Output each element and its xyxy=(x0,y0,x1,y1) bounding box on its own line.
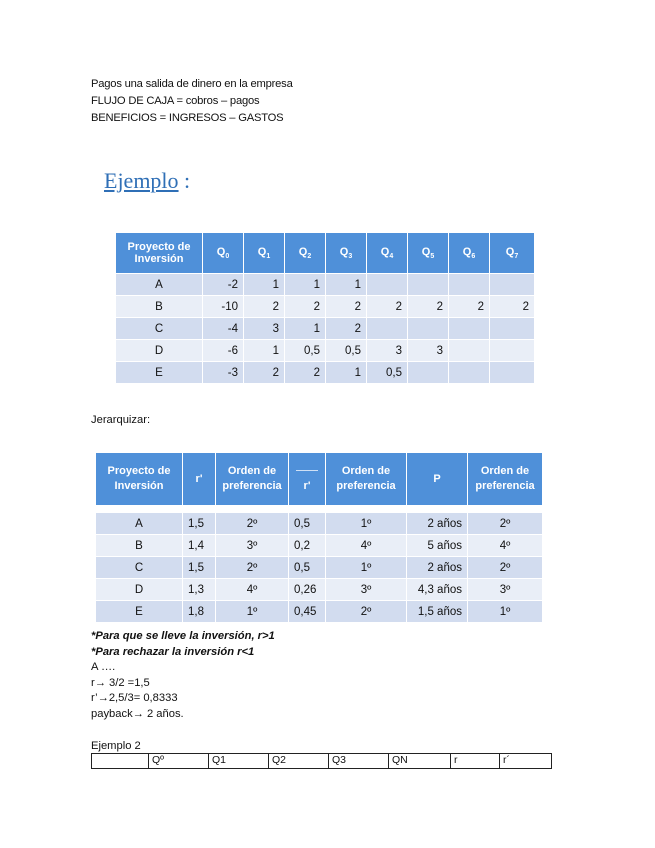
value-cell: -10 xyxy=(203,296,244,318)
table-row xyxy=(96,579,543,601)
value-cell: 1º xyxy=(468,601,543,623)
value-cell: 3º xyxy=(216,535,289,557)
table-row xyxy=(116,296,535,318)
header-project: Proyecto de Inversión xyxy=(96,453,183,506)
value-cell: 2º xyxy=(468,513,543,535)
project-cell: C xyxy=(96,557,183,579)
header-project: Proyecto de Inversión xyxy=(116,233,203,274)
value-cell: 1 xyxy=(285,274,326,296)
value-cell: 2 xyxy=(408,296,449,318)
ejemplo-heading-colon: : xyxy=(184,168,191,193)
table-row xyxy=(96,535,543,557)
intro-line-3: BENEFICIOS = INGRESOS – GASTOS xyxy=(91,112,284,124)
value-cell xyxy=(367,318,408,340)
value-cell: 2º xyxy=(216,557,289,579)
project-cell: A xyxy=(116,274,203,296)
value-cell: 0,5 xyxy=(285,340,326,362)
value-cell: 2 xyxy=(490,296,535,318)
header-cell: Qº xyxy=(149,754,209,769)
intro-line-2: FLUJO DE CAJA = cobros – pagos xyxy=(91,95,260,107)
table-row xyxy=(96,513,543,535)
table-row xyxy=(116,274,535,296)
value-cell xyxy=(408,362,449,384)
value-cell: 0,45 xyxy=(289,601,326,623)
value-cell: 1,5 años xyxy=(407,601,468,623)
value-cell: 5 años xyxy=(407,535,468,557)
spacer-row xyxy=(96,506,543,513)
value-cell: 3º xyxy=(468,579,543,601)
header-cell xyxy=(92,754,149,769)
value-cell xyxy=(449,318,490,340)
value-cell: 0,5 xyxy=(289,557,326,579)
value-cell: 4,3 años xyxy=(407,579,468,601)
value-cell: 1º xyxy=(326,513,407,535)
value-cell: 0,5 xyxy=(326,340,367,362)
value-cell: 2 xyxy=(244,296,285,318)
note-line: A …. xyxy=(91,661,116,673)
value-cell: -4 xyxy=(203,318,244,340)
value-cell: 1,5 xyxy=(183,557,216,579)
header-q5: $Q_5$ xyxy=(408,233,449,274)
table-row xyxy=(116,318,535,340)
value-cell: 2 xyxy=(326,296,367,318)
note-line: payback→ 2 años. xyxy=(91,707,184,720)
header-q4: $Q_4$ xyxy=(367,233,408,274)
header-payback: P xyxy=(407,453,468,506)
header-q7: $Q_7$ xyxy=(490,233,535,274)
note-reject: *Para rechazar la inversión r<1 xyxy=(91,645,255,658)
value-cell: 0,2 xyxy=(289,535,326,557)
value-cell: 2º xyxy=(216,513,289,535)
ejemplo-heading-text: Ejemplo xyxy=(104,168,179,193)
value-cell xyxy=(490,318,535,340)
value-cell: 2 xyxy=(449,296,490,318)
header-cell: QN xyxy=(389,754,451,769)
header-q6: $Q_6$ xyxy=(449,233,490,274)
project-cell: B xyxy=(96,535,183,557)
ranking-header-row xyxy=(96,453,543,506)
header-q2: $Q_2$ xyxy=(285,233,326,274)
header-dash-icon xyxy=(296,464,318,471)
project-cell: D xyxy=(96,579,183,601)
value-cell: 3º xyxy=(326,579,407,601)
value-cell: 1,8 xyxy=(183,601,216,623)
value-cell: 3 xyxy=(408,340,449,362)
cash-flow-table xyxy=(115,232,535,384)
value-cell xyxy=(367,274,408,296)
value-cell: 3 xyxy=(367,340,408,362)
value-cell xyxy=(490,362,535,384)
table-row xyxy=(116,362,535,384)
notes-block xyxy=(91,629,275,722)
header-cell: Q2 xyxy=(269,754,329,769)
header-cell: Q1 xyxy=(209,754,269,769)
value-cell: 2 años xyxy=(407,513,468,535)
value-cell: 1 xyxy=(326,362,367,384)
value-cell: 1 xyxy=(326,274,367,296)
jerarquizar-label: Jerarquizar: xyxy=(91,414,151,426)
project-cell: C xyxy=(116,318,203,340)
value-cell: -3 xyxy=(203,362,244,384)
value-cell: 4º xyxy=(326,535,407,557)
value-cell: 1 xyxy=(244,274,285,296)
ejemplo2-heading: Ejemplo 2 xyxy=(91,740,141,752)
cash-flow-header-row xyxy=(116,233,535,274)
value-cell: 1º xyxy=(216,601,289,623)
value-cell: 2 años xyxy=(407,557,468,579)
project-cell: A xyxy=(96,513,183,535)
note-line: r’→2,5/3= 0,8333 xyxy=(91,692,178,704)
value-cell: 1º xyxy=(326,557,407,579)
header-order: Orden de preferencia xyxy=(326,453,407,506)
value-cell: 2º xyxy=(326,601,407,623)
header-cell: Q3 xyxy=(329,754,389,769)
value-cell: 2 xyxy=(285,362,326,384)
value-cell: -2 xyxy=(203,274,244,296)
value-cell xyxy=(449,362,490,384)
header-order: Orden de preferencia xyxy=(216,453,289,506)
value-cell: 4º xyxy=(216,579,289,601)
value-cell: 2º xyxy=(468,557,543,579)
value-cell: -6 xyxy=(203,340,244,362)
header-q3: $Q_3$ xyxy=(326,233,367,274)
value-cell xyxy=(449,274,490,296)
intro-line-1: Pagos una salida de dinero en la empresa xyxy=(91,78,293,90)
header-r: r' xyxy=(183,453,216,506)
value-cell: 1,4 xyxy=(183,535,216,557)
note-line: r→ 3/2 =1,5 xyxy=(91,676,150,689)
table-row xyxy=(96,557,543,579)
value-cell: 2 xyxy=(326,318,367,340)
note-accept: *Para que se lleve la inversión, r>1 xyxy=(91,630,275,642)
value-cell: 0,26 xyxy=(289,579,326,601)
value-cell: 1 xyxy=(285,318,326,340)
intro-text xyxy=(91,76,293,127)
value-cell: 0,5 xyxy=(367,362,408,384)
value-cell: 2 xyxy=(367,296,408,318)
value-cell: 1,5 xyxy=(183,513,216,535)
table-row xyxy=(92,754,552,769)
value-cell xyxy=(449,340,490,362)
header-q1: $Q_1$ xyxy=(244,233,285,274)
value-cell xyxy=(490,340,535,362)
project-cell: D xyxy=(116,340,203,362)
value-cell: 1,3 xyxy=(183,579,216,601)
table-row xyxy=(96,601,543,623)
project-cell: E xyxy=(116,362,203,384)
value-cell xyxy=(408,274,449,296)
value-cell: 1 xyxy=(244,340,285,362)
value-cell: 2 xyxy=(244,362,285,384)
header-q0: $Q_0$ xyxy=(203,233,244,274)
value-cell: 4º xyxy=(468,535,543,557)
header-cell: r xyxy=(451,754,500,769)
project-cell: E xyxy=(96,601,183,623)
value-cell xyxy=(490,274,535,296)
header-order: Orden de preferencia xyxy=(468,453,543,506)
value-cell: 2 xyxy=(285,296,326,318)
project-cell: B xyxy=(116,296,203,318)
table-row xyxy=(116,340,535,362)
value-cell: 0,5 xyxy=(289,513,326,535)
value-cell xyxy=(408,318,449,340)
value-cell: 3 xyxy=(244,318,285,340)
ejemplo-heading xyxy=(104,168,190,194)
header-cell: r´ xyxy=(500,754,552,769)
header-r-prime: r' xyxy=(289,453,326,506)
ejemplo2-table xyxy=(91,753,552,769)
ranking-table xyxy=(95,452,543,623)
